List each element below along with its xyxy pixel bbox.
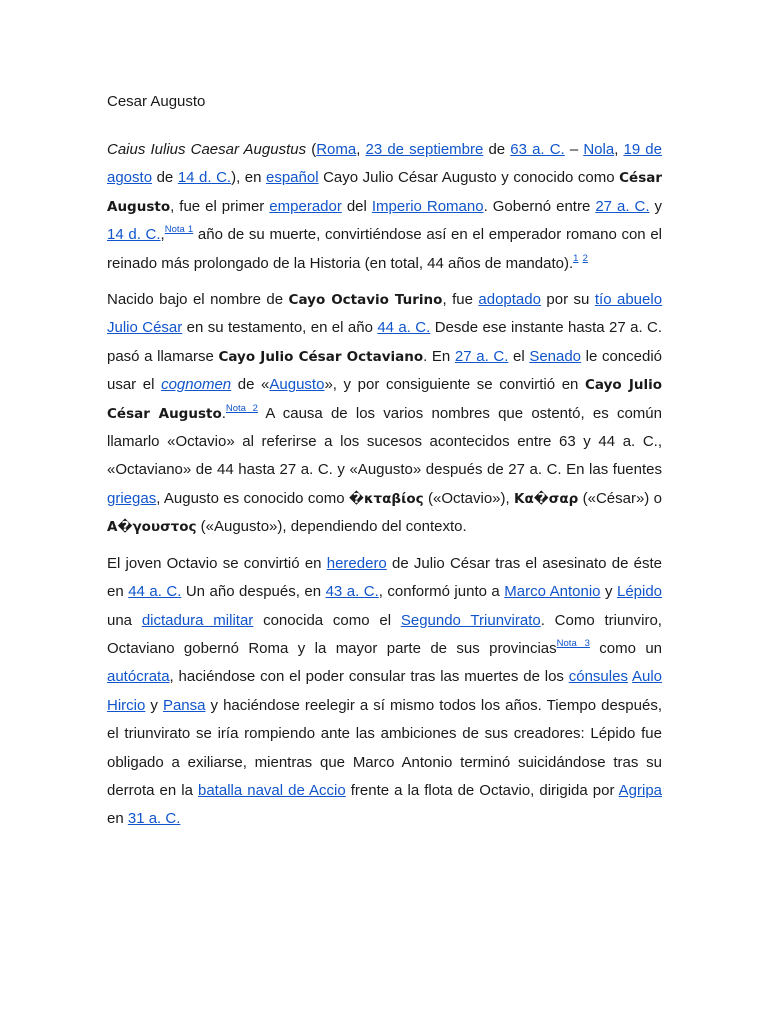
link-pansa[interactable]: Pansa <box>162 696 206 714</box>
link-augusto[interactable]: Augusto <box>269 376 325 394</box>
bold-cayo-octavio-turino: Cayo Octavio Turino <box>288 292 443 309</box>
link-batalla-naval-de-accio[interactable]: batalla naval de Accio <box>198 781 346 799</box>
link-dictadura-militar[interactable]: dictadura militar <box>141 611 254 629</box>
link-19-de-agosto[interactable]: 19 de agosto <box>107 141 662 187</box>
bold-cayo-julio-cesar-augusto: Cayo Julio César Augusto <box>107 377 662 422</box>
link-44-ac[interactable]: 44 a. C. <box>377 319 431 337</box>
link-griegas[interactable]: griegas <box>107 489 157 507</box>
link-27-ac[interactable]: 27 a. C. <box>595 197 650 215</box>
link-aulo-hircio[interactable]: Aulo Hircio <box>107 668 662 714</box>
document-title: Cesar Augusto <box>107 93 206 110</box>
link-63-ac[interactable]: 63 a. C. <box>510 141 565 158</box>
link-consules[interactable]: cónsules <box>568 668 628 686</box>
document-page <box>107 88 662 842</box>
paragraph-1: Caius Iulius Caesar Augustus (Roma, 23 de septiembre de 63 a. C. – Nola, 19 de agosto de 14 d. C.), en español Cayo Julio César Augusto y conocido como César Augusto, fue el primer emperador del Imperio Romano. Gobernó entre 27 a. C. y 14 d. C.,$^{Nota 1}$ año de su muerte, convirtiéndose así en el emperador romano con el reinado más prolongado de la Historia (en total, 44 años de mandato).$^1$ $^2$ <box>107 141 663 272</box>
footnote-nota-2[interactable]: Nota 2 <box>225 402 258 414</box>
link-lepido[interactable]: Lépido <box>616 583 663 601</box>
footnote-nota-3[interactable]: Nota 3 <box>556 637 590 649</box>
link-senado[interactable]: Senado <box>529 347 582 365</box>
link-43-ac[interactable]: 43 a. C. <box>325 583 379 601</box>
bold-cesar-augusto: César Augusto <box>107 170 663 215</box>
link-segundo-triunvirato[interactable]: Segundo Triunvirato <box>400 611 541 629</box>
link-cognomen[interactable]: cognomen <box>161 376 232 394</box>
greek-name-augoustos: Α�γουστος <box>107 519 197 536</box>
link-tio-abuelo[interactable]: tío abuelo <box>594 291 663 309</box>
link-agripa[interactable]: Agripa <box>618 781 663 799</box>
link-14-dc[interactable]: 14 d. C. <box>177 169 232 187</box>
link-23-de-septiembre[interactable]: 23 de septiembre <box>365 141 484 158</box>
footnote-ref-2[interactable]: 2 <box>582 252 588 264</box>
link-espanol[interactable]: español <box>266 169 319 187</box>
link-adoptado[interactable]: adoptado <box>478 291 541 309</box>
link-27-ac-2[interactable]: 27 a. C. <box>454 347 509 365</box>
greek-name-kaisar: Κα�σαρ <box>514 490 579 507</box>
link-31-ac[interactable]: 31 a. C. <box>127 810 181 828</box>
link-14-dc-2[interactable]: 14 d. C. <box>107 226 161 244</box>
link-autocrata[interactable]: autócrata <box>107 668 170 686</box>
paragraph-2: Nacido bajo el nombre de Cayo Octavio Turino, fue adoptado por su tío abuelo Julio César en su testamento, en el año 44 a. C. Desde ese instante hasta 27 a. C. pasó a llamarse Cayo Julio César Octaviano. En 27 a. C. el Senado le concedió usar el cognomen de «Augusto», y por consiguiente se convirtió en Cayo Julio César Augusto.$^{Nota 2}$ A causa de los varios nombres que ostentó, es común llamarlo «Octavio» al referirse a los sucesos acontecidos entre 63 y 44 a. C., «Octaviano» de 44 hasta 27 a. C. y «Augusto» después de 27 a. C. En las fuentes griegas, Augusto es conocido como �κταβίος («Octavio»), Κα�σαρ («César») o Α�γουστος («Augusto»), dependiendo del contexto. <box>107 291 663 536</box>
greek-name-oktavios: �κταβίος <box>348 490 424 507</box>
link-44-ac-2[interactable]: 44 a. C. <box>128 583 182 601</box>
paragraph-3: El joven Octavio se convirtió en heredero de Julio César tras el asesinato de éste en 44 a. C. Un año después, en 43 a. C., conformó junto a Marco Antonio y Lépido una dictadura militar conocida como el Segundo Triunvirato. Como triunviro, Octaviano gobernó Roma y la mayor parte de sus provincias$^{Nota 3}$ como un autócrata, haciéndose con el poder consular tras las muertes de los cónsules Aulo Hircio y Pansa y haciéndose reelegir a sí mismo todos los años. Tiempo después, el triunvirato se iría rompiendo ante las ambiciones de sus creadores: Lépido fue obligado a exiliarse, mientras que Marco Antonio terminó suicidándose tras su derrota en la batalla naval de Accio frente a la flota de Octavio, dirigida por Agripa en 31 a. C. <box>107 554 663 828</box>
bold-cayo-julio-cesar-octaviano: Cayo Julio César Octaviano <box>218 348 424 365</box>
link-julio-cesar[interactable]: Julio César <box>107 319 183 337</box>
link-nola[interactable]: Nola <box>583 141 615 158</box>
latin-name: Caius Iulius Caesar Augustus <box>107 141 307 158</box>
footnote-ref-1[interactable]: 1 <box>573 252 579 264</box>
link-imperio-romano[interactable]: Imperio Romano <box>371 197 484 215</box>
link-roma[interactable]: Roma <box>316 141 357 158</box>
link-marco-antonio[interactable]: Marco Antonio <box>504 583 601 601</box>
link-emperador[interactable]: emperador <box>269 197 342 215</box>
link-heredero[interactable]: heredero <box>326 554 387 572</box>
footnote-nota-1[interactable]: Nota 1 <box>164 224 194 236</box>
